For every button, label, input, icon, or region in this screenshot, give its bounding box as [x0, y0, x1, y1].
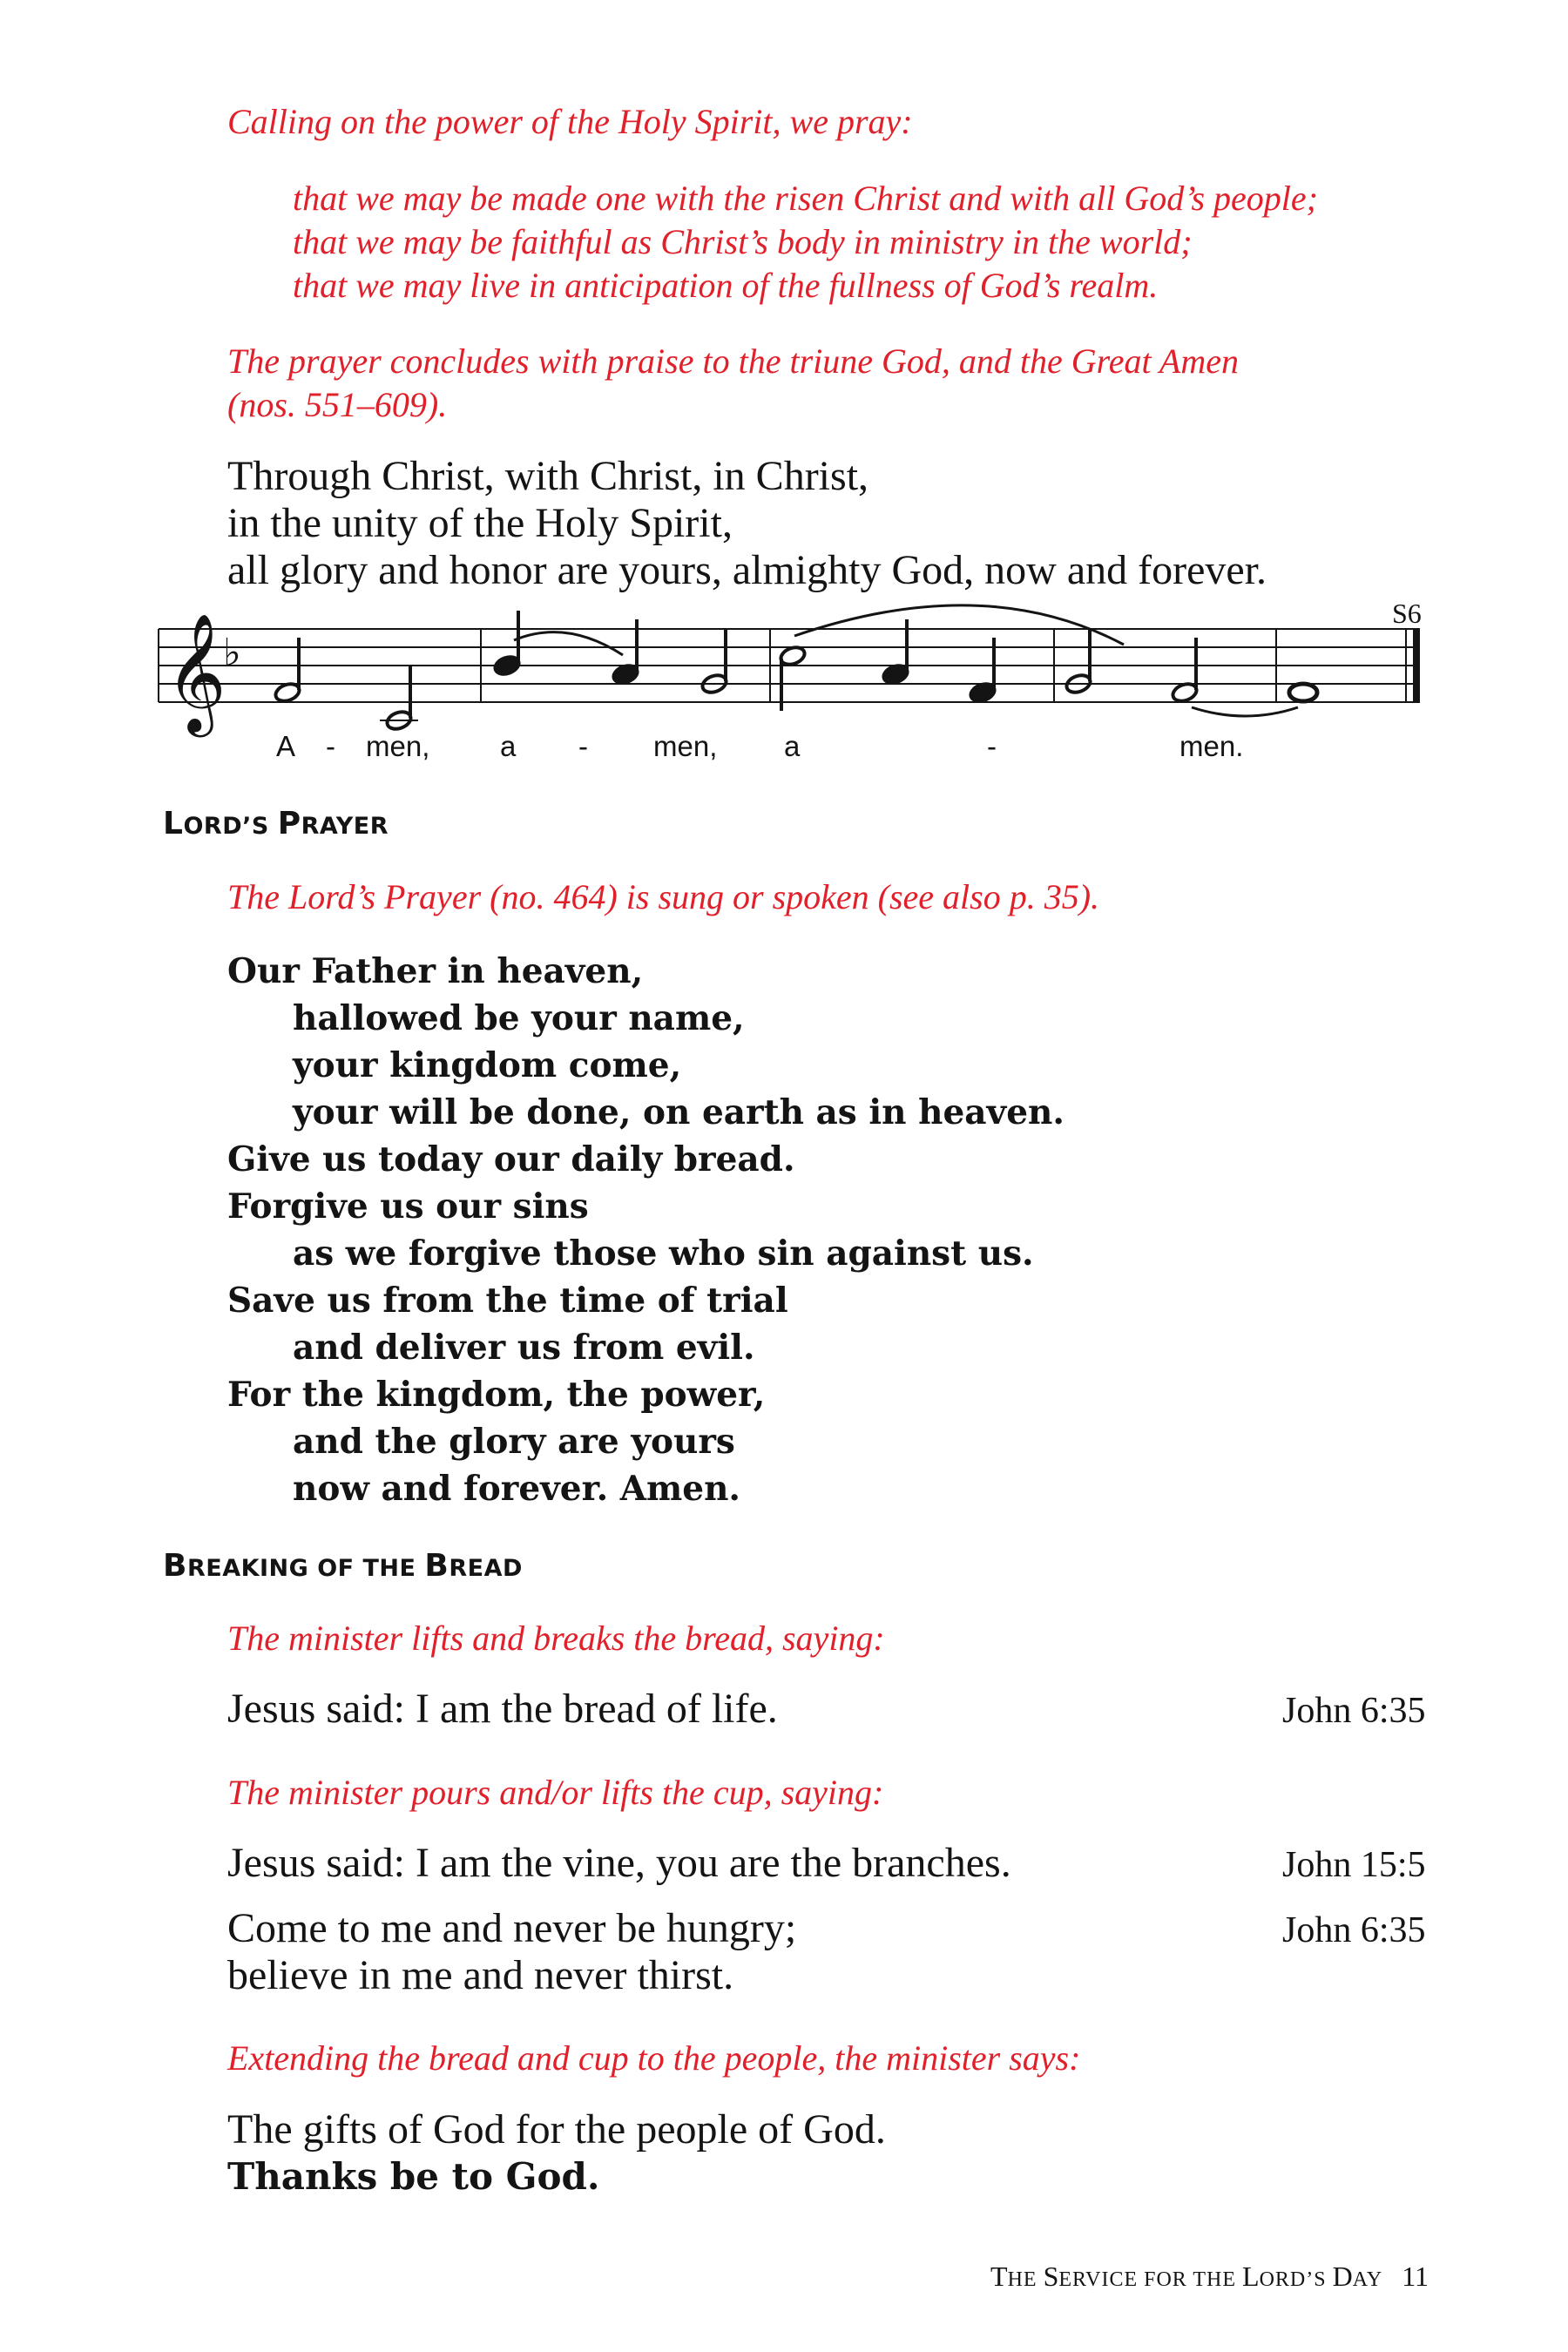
petition-3: that we may live in anticipation of the fullness of God’s realm.: [293, 266, 1159, 305]
doxology-line-3: all glory and honor are yours, almighty God, now and forever.: [227, 547, 1267, 593]
section-heading-lords-prayer: LORD’S PRAYER: [163, 806, 389, 841]
music-staff: [148, 592, 1446, 740]
prayer-line: and deliver us from evil.: [293, 1328, 755, 1368]
lyric-syllable: -: [326, 730, 335, 762]
tie: [1192, 707, 1298, 716]
prayer-line: your kingdom come,: [293, 1045, 682, 1085]
invitation-line-1: Come to me and never be hungry;: [227, 1905, 797, 1951]
prayer-line: now and forever. Amen.: [293, 1469, 741, 1509]
prayer-line: Our Father in heaven,: [227, 951, 644, 991]
invitation-line-2: believe in me and never thirst.: [227, 1952, 734, 1998]
prayer-line: hallowed be your name,: [293, 998, 745, 1038]
note: [1289, 684, 1317, 701]
lyric-syllable: -: [578, 730, 588, 762]
treble-clef-icon: 𝄞: [166, 612, 226, 732]
lyric-syllable: A: [276, 730, 296, 762]
extending-rubric: Extending the bread and cup to the people, the minister says:: [227, 2038, 1081, 2078]
bread-rubric: The minister lifts and breaks the bread, saying:: [227, 1619, 885, 1658]
rubric-conclusion-1: The prayer concludes with praise to the triune God, and the Great Amen: [227, 341, 1239, 381]
lords-prayer-rubric: The Lord’s Prayer (no. 464) is sung or spoken (see also p. 35).: [227, 877, 1100, 916]
rubric-intro: Calling on the power of the Holy Spirit, we pray:: [227, 102, 913, 141]
prayer-line: as we forgive those who sin against us.: [293, 1233, 1034, 1274]
scripture-reference: John 15:5: [1282, 1845, 1426, 1885]
prayer-line: Forgive us our sins: [227, 1186, 589, 1227]
slur: [794, 605, 1124, 645]
section-heading-breaking-bread: BREAKING OF THE BREAD: [163, 1548, 523, 1584]
scripture-reference: John 6:35: [1282, 1691, 1426, 1731]
final-barline: [1413, 629, 1420, 702]
lyric-syllable: men,: [653, 730, 718, 762]
prayer-line: For the kingdom, the power,: [227, 1375, 766, 1415]
people-response: Thanks be to God.: [227, 2155, 600, 2198]
lyric-syllable: men.: [1179, 730, 1244, 762]
prayer-line: Save us from the time of trial: [227, 1281, 788, 1321]
scripture-reference: John 6:35: [1282, 1910, 1426, 1950]
flat-sign-icon: ♭: [223, 631, 241, 675]
doxology-line-2: in the unity of the Holy Spirit,: [227, 500, 733, 546]
prayer-line: and the glory are yours: [293, 1422, 735, 1462]
music-label: S6: [1392, 598, 1422, 629]
petition-2: that we may be faithful as Christ’s body in ministry in the world;: [293, 222, 1193, 261]
page-footer: THE SERVICE FOR THE LORD’S DAY 11: [990, 2261, 1429, 2292]
prayer-line: Give us today our daily bread.: [227, 1139, 795, 1179]
cup-rubric: The minister pours and/or lifts the cup, saying:: [227, 1773, 884, 1812]
lyric-syllable: a: [500, 730, 517, 762]
prayer-line: your will be done, on earth as in heaven.: [293, 1092, 1064, 1132]
rubric-conclusion-2: (nos. 551–609).: [227, 385, 448, 424]
lyric-syllable: men,: [366, 730, 430, 762]
cup-words: Jesus said: I am the vine, you are the branches.: [227, 1840, 1011, 1886]
page-number: 11: [1402, 2261, 1429, 2292]
slur: [514, 632, 623, 655]
lyric-syllable: a: [784, 730, 801, 762]
lyric-syllable: -: [987, 730, 997, 762]
doxology-line-1: Through Christ, with Christ, in Christ,: [227, 453, 869, 499]
petition-1: that we may be made one with the risen Christ and with all God’s people;: [293, 179, 1318, 218]
gifts-line: The gifts of God for the people of God.: [227, 2106, 886, 2153]
bread-words: Jesus said: I am the bread of life.: [227, 1686, 778, 1732]
lords-prayer-text: [227, 948, 1064, 1512]
